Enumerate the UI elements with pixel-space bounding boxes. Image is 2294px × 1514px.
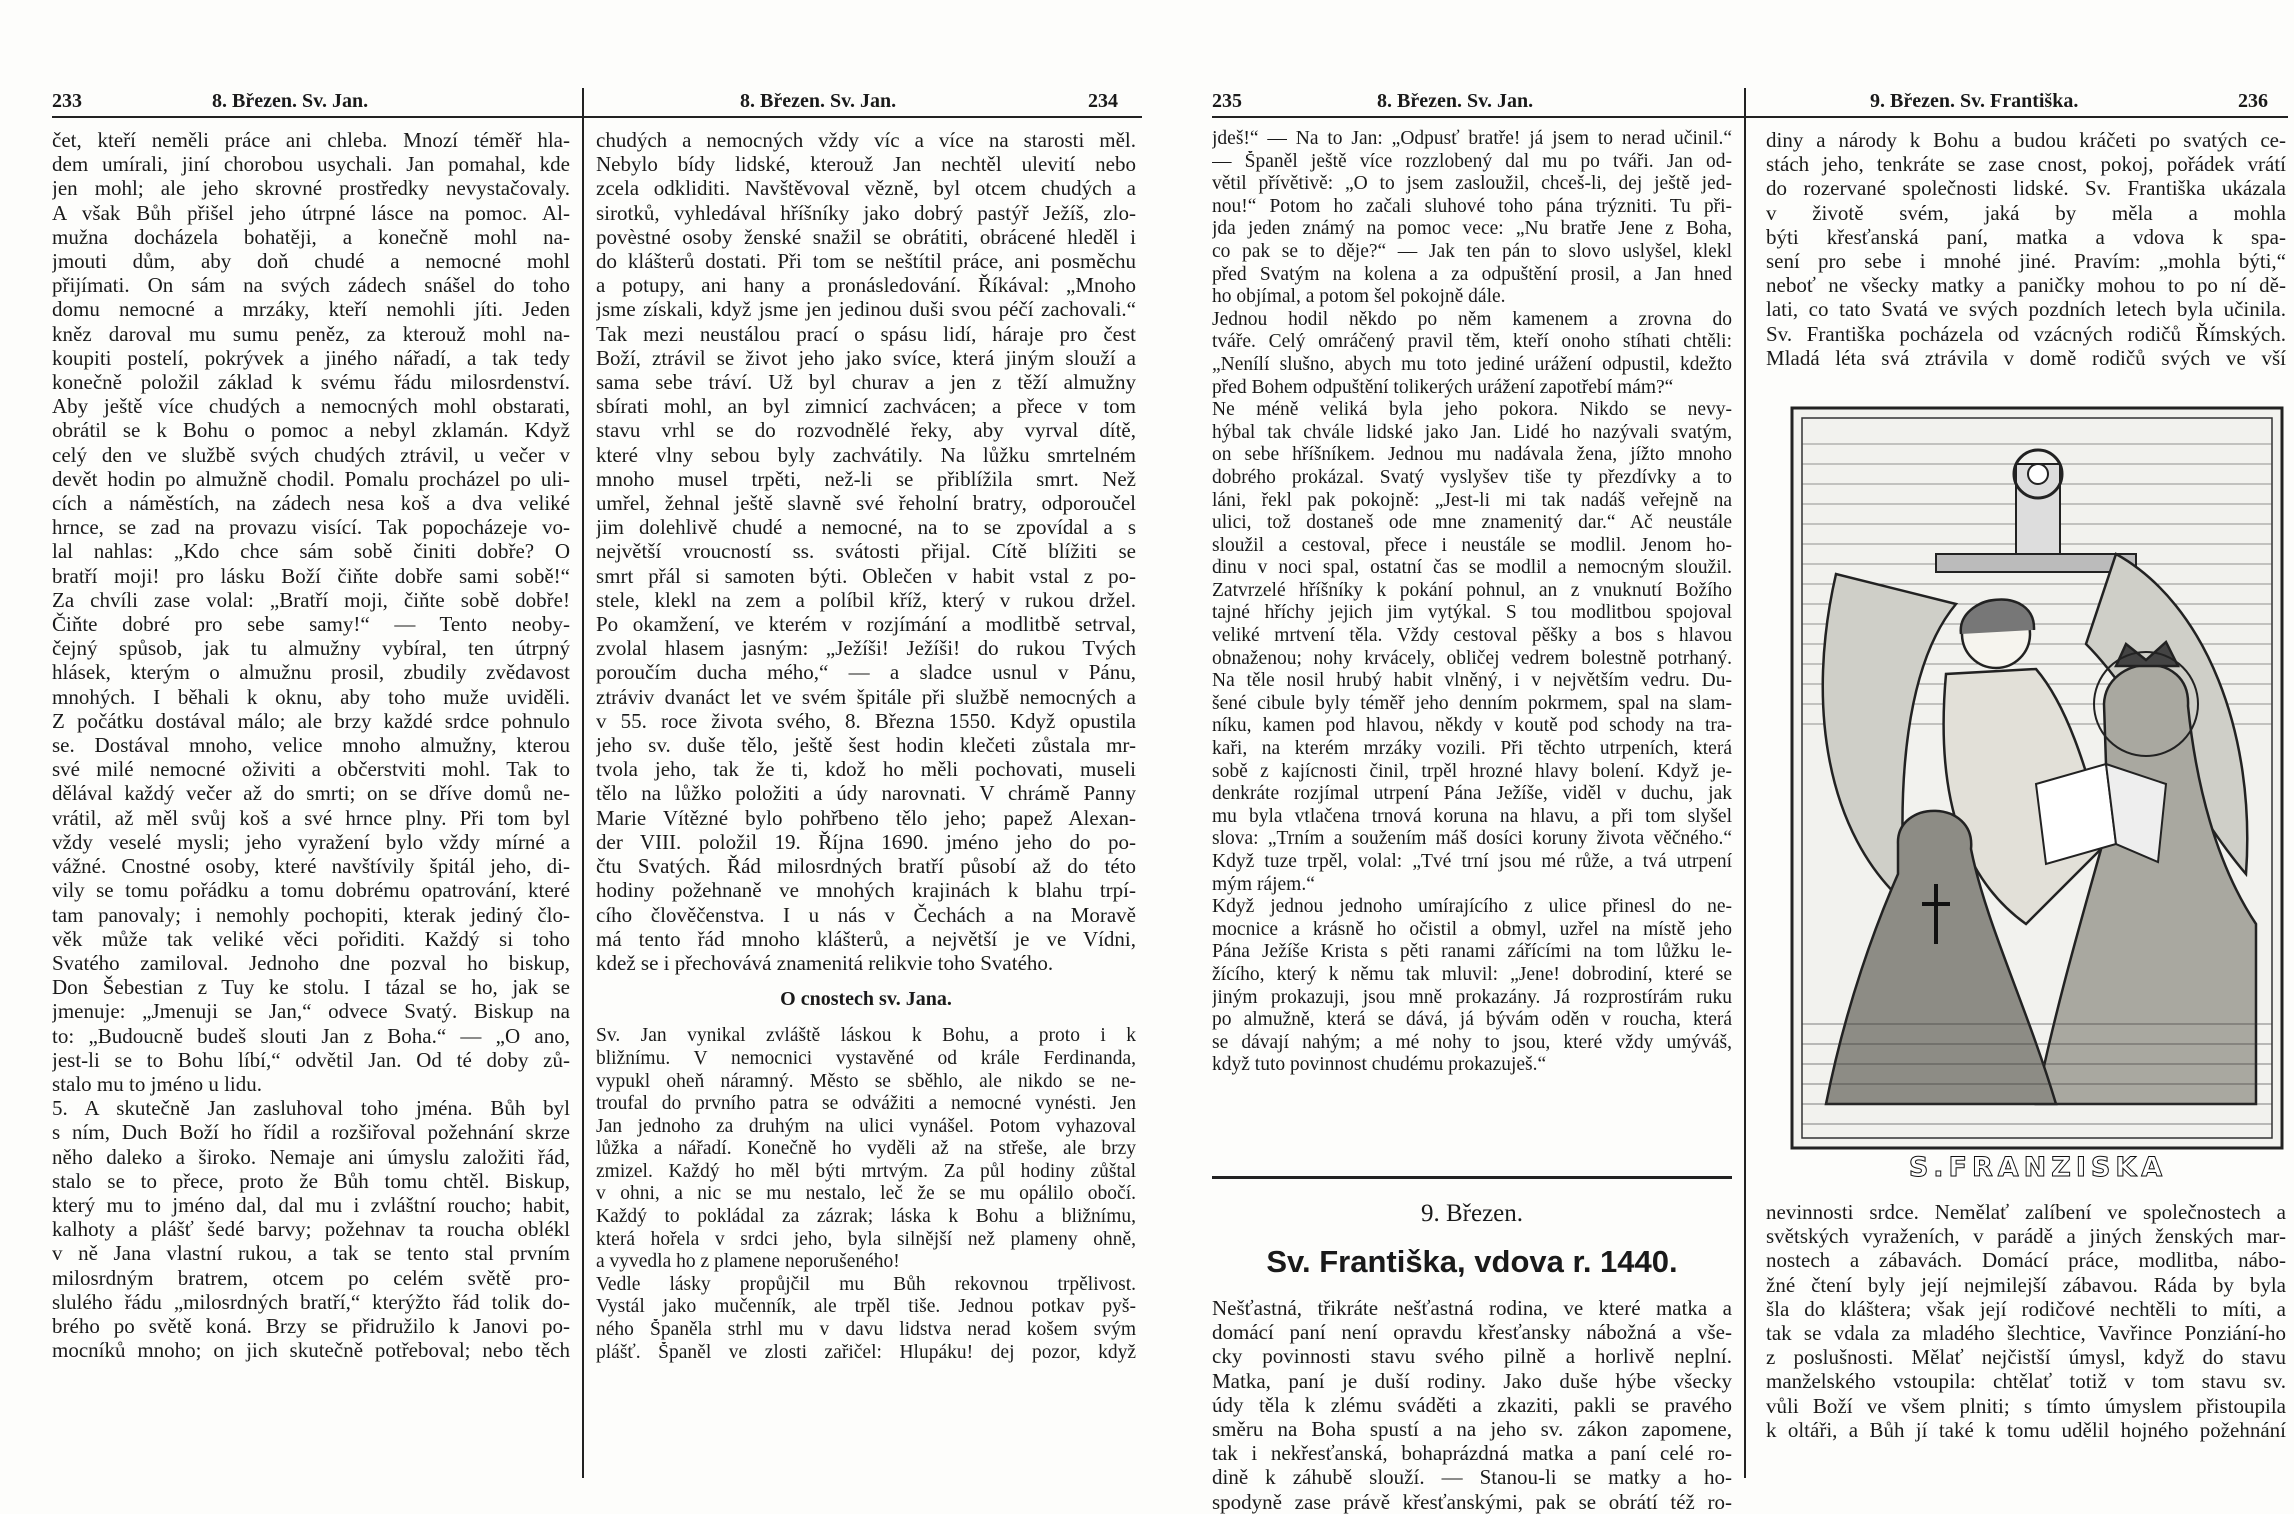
text-line: žné čtení byly její nejmilejší zábavou. Ráda by byla	[1766, 1272, 2286, 1297]
text-line: zvolal hlasem jasným: „Ježíši! Ježíši! do rukou Tvých	[596, 636, 1136, 661]
text-line: ulici, tož dostaneš ode mne znamenitý dar.“ Ač neustále	[1212, 512, 1732, 534]
column-divider	[582, 88, 584, 1478]
text-line: nevinnosti srdce. Nemělať zalíbení ve společnostech a	[1766, 1200, 2286, 1224]
column-236	[1766, 128, 2286, 370]
text-line: Jednou hodil někdo po něm kamenem a zrovna do	[1212, 308, 1732, 330]
text-line: Z počátku dostával málo; ale brzy každé srdce pohnulo	[52, 708, 570, 733]
text-line: Za chvíli zase volal: „Bratří moji, čiňte sobě dobře!	[52, 587, 570, 612]
text-line: cích a náměstích, na zádech nesa koš a dva veliké	[52, 491, 570, 516]
section-rule	[1212, 1176, 1732, 1179]
text-line: sirotků, vyhledával hříšníky jako dobrý pastýř Ježíš, zlo-	[596, 200, 1136, 225]
text-line: tváře. Celý omráčený pravil těm, kteří onoho stíhati chtěli:	[1212, 331, 1732, 353]
text-line: hrnce, se zad na provazu visící. Tak popocházeje vo-	[52, 515, 570, 540]
page-number: 233	[52, 90, 82, 112]
text-line: Vystál jako mučenník, ale trpěl tiše. Jednou potkav pyš-	[596, 1296, 1136, 1318]
text-line: jeho sv. duše tělo, ještě šest hodin klečeti zůstala mr-	[596, 733, 1136, 758]
text-line: dem umírali, jiní chorobou usychali. Jan pomahal, kde	[52, 152, 570, 177]
text-line: ného Španěla strhl mu v davu lidstva nerad košem svým	[596, 1319, 1136, 1341]
text-line: Svatého zamiloval. Jednoho dne pozval ho biskup,	[52, 950, 570, 975]
text-line: ztráviv dvanáct let ve svém špitále při službě nemocných a	[596, 684, 1136, 709]
text-line: přijímati. On sám na svých zádech snášel do toho	[52, 273, 570, 298]
text-line: ho objímal, a potom šel pokojně dále.	[1212, 286, 1506, 308]
running-title: 9. Březen. Sv. Františka.	[1870, 90, 2079, 112]
page-number: 235	[1212, 90, 1242, 112]
text-line: býti křesťanská paní, matka a vdova k spa-	[1766, 224, 2286, 249]
text-line: jda jeden známý na pomoc vece: „Nu bratře Jene z Boha,	[1212, 218, 1732, 240]
column-236-lower	[1766, 1200, 2286, 1442]
text-line: dobrého prokázal. Svatý vyslyšev tiše ty přezdívky a to	[1212, 466, 1732, 488]
text-line: své milé nemocné oživiti a občerstviti mohl. Tak to	[52, 757, 570, 782]
text-line: slova: „Trním a soužením máš dosíci koruny života věčného.“	[1212, 828, 1732, 850]
text-line: Nešťastná, třikráte nešťastná rodina, ve které matka a	[1212, 1296, 1732, 1320]
column-235	[1212, 128, 1732, 1077]
text-line: sení pro sebe i mnohé jiné. Pravím: „mohla býti,“	[1766, 249, 2286, 274]
text-line: hýbal tak chvále lidské jako Jan. Lidé ho nazývali svatým,	[1212, 421, 1732, 443]
text-line: do rozervané společnosti lidské. Sv. Františka ukázala	[1766, 176, 2286, 201]
text-line: brého po světě koná. Brzy se přidružilo k Janovi po-	[52, 1313, 570, 1338]
text-line: před Svatým na kolena a za odpuštění prosil, a Jan hned	[1212, 263, 1732, 285]
text-line: lal nahlas: „Kdo chce sám sobě činiti dobře? O	[52, 539, 570, 564]
text-line: plášť. Španěl ve zlosti zařičel: Hlupáku! dej pozor, když	[596, 1341, 1136, 1363]
engraving-caption-banner	[1842, 1148, 2234, 1186]
text-line: Sv. Františka pocházela od vzácných rodičů Římských.	[1766, 321, 2286, 346]
text-line: před Bohem odpuštění tolikerých urážení zapotřebí mám?“	[1212, 376, 1674, 398]
subsection-heading: O cnostech sv. Jana.	[780, 988, 952, 1011]
column-234	[596, 128, 1136, 1364]
text-line: a potupy, ani hany a pronásledování. Říkával: „Mnoho	[596, 273, 1136, 298]
header-rule	[52, 116, 1142, 118]
text-line: láni, řekl pak pokojně: „Jest-li mi tak nadáš veřejně na	[1212, 489, 1732, 511]
text-line: mnohých. I běhali k oknu, aby toho muže uviděli.	[52, 684, 570, 709]
text-line: Marie Vítězné bylo pohřbeno tělo jeho; papež Alexan-	[596, 805, 1136, 830]
text-line: jest-li se to Bohu líbí,“ odvětil Jan. Od té doby zů-	[52, 1047, 570, 1072]
text-line: slulého řádu „milosrdných bratří,“ kterýžto řád tolik do-	[52, 1289, 570, 1314]
text-line: devět hodin po almužně chodil. Pomalu procházel po uli-	[52, 466, 570, 491]
text-line: umřel, žehnal ještě slavně své řeholní bratry, odporoučel	[596, 491, 1136, 516]
text-line: největší vroucností ss. svátosti přijal. Cítě blížiti se	[596, 539, 1136, 564]
text-line: mocníků mnoho; on jich skutečně potřeboval; nebo těch	[52, 1338, 570, 1363]
column-233	[52, 128, 570, 1362]
text-line: lůžka a nářadí. Konečně ho vyděli až na střeše, ale brzy	[596, 1138, 1136, 1160]
text-line: níku, kamen pod hlavou, někdy v koutě pod schody na tra-	[1212, 715, 1732, 737]
text-line: kalhoty a plášť šedé barvy; požehnav ta roucha oblékl	[52, 1217, 570, 1242]
header-rule	[1212, 116, 2288, 118]
text-line: jmouti dům, aby doň chudé a nemocné mohl	[52, 249, 570, 274]
text-line: vážné. Cnostné osoby, které navštívily špitál jeho, di-	[52, 854, 570, 879]
text-line: do klášterů dostati. Při tom se neštítil práce, ani posměchu	[596, 249, 1136, 274]
text-line: čet, kteří neměli práce ani chleba. Mnozí téměř hla-	[52, 128, 570, 152]
text-line: nou!“ Potom ho začali sluhové toho pána trýzniti. Tu při-	[1212, 195, 1732, 217]
text-line: Mladá léta svá ztrávila v domě rodičů svých ve vší	[1766, 345, 2286, 370]
text-line: v 55. roce života svého, 8. Března 1550. Když opustila	[596, 708, 1136, 733]
text-line: hlásek, kterým o almužnu prosil, zbudily zvědavost	[52, 660, 570, 685]
text-line: šené cibule byly téměř jeho denním pokrmem, spal na slam-	[1212, 692, 1732, 714]
section-title: Sv. Františka, vdova r. 1440.	[1266, 1244, 1678, 1279]
running-title: 8. Březen. Sv. Jan.	[740, 90, 897, 112]
text-line: tělo na lůžko položiti a údy narovnati. V chrámě Panny	[596, 781, 1136, 806]
text-line: nostech a zábavách. Domácí práce, modlitba, nábo-	[1766, 1248, 2286, 1273]
text-line: zmizel. Každý ho měl býti mrtvým. Za půl hodiny zůštal	[596, 1160, 1136, 1182]
text-line: chudých a nemocných vždy víc a více na starosti měl.	[596, 128, 1136, 152]
text-line: věk může tak veliké věci pořiditi. Každý si toho	[52, 926, 570, 951]
text-line: veliké mrtvení těla. Vždy cestoval pěšky a bos s hlavou	[1212, 625, 1732, 647]
text-line: vypukl oheň náramný. Město se sběhlo, ale nikdo se ne-	[596, 1070, 1136, 1092]
text-line: stalo mu to jméno u lidu.	[52, 1071, 262, 1096]
text-line: sbírati mohl, an byl zimnicí zachvácen; a přece v tom	[596, 394, 1136, 419]
text-line: 5. A skutečně Jan zasluhoval toho jména. Bůh byl	[52, 1096, 570, 1121]
text-line: Když jednou jednoho umírajícího z ulice přinesl do ne-	[1212, 896, 1732, 918]
text-line: jmenuje: „Jmenuji se Jan,“ odvece Svatý. Biskup na	[52, 999, 570, 1024]
text-line: Aby ještě více chudých a nemocných mohl obstarati,	[52, 394, 570, 419]
text-line: mu byla vtlačena trnová koruna na hlavu, a při tom slyšel	[1212, 805, 1732, 827]
text-line: smrt přál si samoten býti. Oblečen v habit vstal z po-	[596, 563, 1136, 588]
text-line: když tuto povinnost chudému prokazuješ.“	[1212, 1054, 1547, 1076]
text-line: Zatvrzelé hříšníky k pokání pohnul, an z vnuknutí Božího	[1212, 579, 1732, 601]
column-divider	[1744, 88, 1746, 1478]
text-line: které vlny sebou byly zachvátily. Na lůžku smrtelném	[596, 442, 1136, 467]
text-line: diny a národy k Bohu a budou kráčeti po svatých ce-	[1766, 128, 2286, 152]
text-line: poroučím ducha mého,“ — a sladce usnul v Pánu,	[596, 660, 1136, 685]
text-line: bližnímu. V nemocnici vystavěné od krále Ferdinanda,	[596, 1047, 1136, 1069]
text-line: spodyně zase právě křesťanskými, pak se obrátí též ro-	[1212, 1489, 1732, 1514]
text-line: tvola jeho, tak že ti, kdož ho měli pochovati, museli	[596, 757, 1136, 782]
text-line: se. Dostával mnoho, velice mnoho almužny, kterou	[52, 733, 570, 758]
text-line: kaři, na kterém mrzáky vozili. Při těchto utrpeních, která	[1212, 738, 1732, 760]
text-line: Čiňte dobré pro sebe samy!“ — Tento neoby-	[52, 612, 570, 637]
text-line: Když tuze trpěl, volal: „Tvé trní jsou mé růže, a tvá utrpení	[1212, 851, 1732, 872]
text-line: on sebe hříšníkem. Jednou mu nadávala žena, jížto mnoho	[1212, 444, 1732, 466]
text-line: A však Bůh přišel jeho útrpné lásce na pomoc. Al-	[52, 200, 570, 225]
text-line: jsme získali, když jsme jen jedinou duši svou péčí zachovali.“	[596, 297, 1136, 322]
text-line: se dávají nahým; a mé nohy to jsou, které vždy umýváš,	[1212, 1031, 1732, 1053]
text-line: stele, klekl na zem a políbil kříž, který v rukou držel.	[596, 587, 1136, 612]
text-line: sobě z kajícnosti činil, trpěl hrozné hlavy bolení. Když je-	[1212, 760, 1732, 782]
column-235-lower	[1212, 1296, 1732, 1514]
text-line: vrátil, až měl svůj koš a své hrnce plny. Při tom byl	[52, 805, 570, 830]
text-line: — Španěl ještě více rozzlobený dal mu po tváři. Jan od-	[1212, 150, 1732, 172]
text-line: jim dolehlivě chudé a nemocné, na to se zpovídal a s	[596, 515, 1136, 540]
text-line: mužna docházela bohatěji, a konečně mohl na-	[52, 224, 570, 249]
text-line: z poslušnosti. Mělať nejčistší úmysl, když do stavu	[1766, 1345, 2286, 1370]
text-line: vždy veselé mysli; jeho vyražení bylo vždy mírné a	[52, 829, 570, 854]
text-line: sloužil a cestoval, přece i neustále se modlil. Jenom ho-	[1212, 534, 1732, 556]
text-line: hodiny požehnaně ve mnohých krajinách k blahu trpí-	[596, 878, 1136, 903]
text-line: Na těle nosil hrubý habit vlněný, i v největším vedru. Du-	[1212, 670, 1732, 692]
text-line: směru na Boha spustí a na jeho sv. zákon zapomene,	[1212, 1417, 1732, 1442]
text-line: co pak se to děje?“ — Jak ten pán to slovo uslyšel, klekl	[1212, 240, 1732, 262]
text-line: kněz daroval mu sumu peněz, za kterouž mohl na-	[52, 321, 570, 346]
running-title: 8. Březen. Sv. Jan.	[212, 90, 369, 112]
text-line: neboť ne všecky matky a paničky mohou to po ní dě-	[1766, 273, 2286, 298]
text-line: která hořela v srdci jeho, byla silnější než plameny ohně,	[596, 1228, 1136, 1250]
text-line: sama sebe tráví. Už byl churav a jen z těží almužny	[596, 370, 1136, 395]
text-line: „Nenílí slušno, abych mu toto jediné urážení odpustil, kdežto	[1212, 353, 1732, 375]
text-line: povèstné osoby ženské snažil se obrátiti, obrácené hleděl i	[596, 224, 1136, 249]
text-line: troufal do prvního patra se odvážiti a nemocné vynésti. Jen	[596, 1093, 1136, 1115]
text-line: vily se tomu pořádku a tomu dobrému opatrování, které	[52, 878, 570, 903]
text-line: Boží, ztrávil se život jeho jako svíce, která jiným slouží a	[596, 345, 1136, 370]
text-line: stalo se to přece, proto že Bůh tomu chtěl. Biskup,	[52, 1168, 570, 1193]
text-line: Ne méně veliká byla jeho pokora. Nikdo se nevy-	[1212, 399, 1732, 421]
text-line: v ně Jana vlastní rukou, a tak se tento stal prvním	[52, 1241, 570, 1266]
text-line: Nebylo bídy lidské, kterouž Jan nechtěl ulevití nebo	[596, 152, 1136, 177]
open-book-icon	[2036, 764, 2166, 864]
text-line: manželského vstoupila: chtělať totiž v tom stavu sv.	[1766, 1369, 2286, 1394]
text-line: s ním, Duch Boží ho řídil a rozšiřoval požehnání skrze	[52, 1120, 570, 1145]
text-line: denkráte rozjímal utrpení Pána Ježíše, viděl v duchu, jak	[1212, 783, 1732, 805]
text-line: Vedle lásky propůjčil mu Bůh rekovnou trpělivost.	[596, 1273, 1136, 1295]
text-line: čejný spůsob, jak tu almužny vybíral, ten útrpný	[52, 636, 570, 661]
text-line: obnaženou; nohy krvácely, obličej vedrem bolestně potrhaný.	[1212, 647, 1732, 669]
text-line: světských vyraženích, v parádě a jiných ženských mar-	[1766, 1224, 2286, 1249]
text-line: mým rájem.“	[1212, 873, 1315, 895]
text-line: v životě svém, jaká by měla a mohla	[1766, 200, 2286, 225]
text-line: bratří moji! pro lásku Boží čiňte dobře sami sobě!“	[52, 563, 570, 588]
text-line: tak i nekřesťanská, bohaprázdná matka a paní celé ro-	[1212, 1441, 1732, 1466]
engraving-st-frances	[1786, 404, 2288, 1189]
text-line: žícího, který k němu tak mluvil: „Jene! dobrodiní, které se	[1212, 963, 1732, 985]
text-line: v ohni, a nic se mu nestalo, leč že se mu opálilo obočí.	[596, 1183, 1136, 1205]
text-line: a vyvedla ho z plamene neporušeného!	[596, 1251, 900, 1273]
text-line: celý den ve službě svých chudých ztrávil, u večer v	[52, 442, 570, 467]
text-line: Matka, paní je duší rodiny. Jako duše hýbe všecky	[1212, 1368, 1732, 1393]
text-line: který mu to jméno dal, dal mu i zvláštní roucho; habit,	[52, 1192, 570, 1217]
text-line: něho daleko a široko. Nemaje ani úmyslu založiti řád,	[52, 1144, 570, 1169]
text-line: dinu v noci spal, ostatní čas se modlil a nemocným sloužil.	[1212, 557, 1732, 579]
page-header-235	[1212, 90, 1732, 113]
text-line: zcela odkliditi. Navštěvoval vězně, byl otcem chudých a	[596, 176, 1136, 201]
text-line: Po okamžení, ve kterém v rozjímání a modlitbě setrval,	[596, 612, 1136, 637]
text-line: Každý to pokládal za zázrak; láska k Bohu a bližnímu,	[596, 1206, 1136, 1228]
text-line: čtu Svatých. Řád milosrdných bratří působí až do této	[596, 854, 1136, 879]
text-line: šla do kláštera; však její rodičové nechtěli to míti, a	[1766, 1296, 2286, 1321]
text-line: obrátil se k Bohu o pomoc a nebyl zklamán. Když	[52, 418, 570, 443]
text-line: jen mohl; ale jeho skrovné prostředky nevystačovaly.	[52, 176, 570, 201]
text-line: dělával každý večer až do smrti; on se dříve domů ne-	[52, 781, 570, 806]
text-line: Don Šebestian z Tuy ke stolu. I tázal se ho, jak se	[52, 975, 570, 1000]
text-line: Pána Ježíše Krista s pěti ranami zářícími na tom lůžku le-	[1212, 941, 1732, 963]
text-line: Jan jednoho za druhým na ulici vynášel. Potom vyhazoval	[596, 1115, 1136, 1137]
text-line: vůli Boží ve všem plniti; s tímto úmyslem přistoupila	[1766, 1393, 2286, 1418]
page-number: 236	[2238, 90, 2268, 112]
text-line: domácí paní není opravdu křesťansky nábožná a vše-	[1212, 1320, 1732, 1345]
running-title: 8. Březen. Sv. Jan.	[1377, 90, 1534, 112]
text-line: lati, co tato Svatá ve svých pozdních letech byla učinila.	[1766, 297, 2286, 322]
text-line: po almužně, která se dává, já bývám oděn v roucha, která	[1212, 1009, 1732, 1031]
section-date: 9. Březen.	[1420, 1200, 1524, 1227]
text-line: mnoho musel trpěti, než-li se přiblížila smrt. Než	[596, 466, 1136, 491]
text-line: stách jeho, tenkráte se zase cnost, pokoj, pořádek vrátí	[1766, 152, 2286, 177]
text-line: konečně položil základ k svému řádu milosrdenství.	[52, 370, 570, 395]
text-line: cího člověčenstva. I u nás v Čechách a na Moravě	[596, 902, 1136, 927]
text-line: milosrdným bratrem, otcem po celém světě pro-	[52, 1265, 570, 1290]
text-line: jiným prokazuji, jsou mně prokazány. Já rozprostírám ruku	[1212, 986, 1732, 1008]
text-line: cky povinnosti stavu svého pilně a horlivě neplní.	[1212, 1344, 1732, 1369]
text-line: mocnice a krásně ho očistil a obmyl, uzřel na místě jeho	[1212, 918, 1732, 940]
text-line: k oltáři, a Bůh jí také k tomu udělil hojného požehnání	[1766, 1417, 2286, 1442]
page-number: 234	[1088, 90, 1118, 112]
text-line: tam panovaly; i nemohly pochopiti, kterak jediný člo-	[52, 902, 570, 927]
text-line: Tak mezi neustálou prací o spásu lidí, háraje pro čest	[596, 321, 1136, 346]
text-line: tajné hříchy jejich jim vytýkal. S tou modlitbou spojoval	[1212, 602, 1732, 624]
text-line: koupiti postelí, pokrývek a jiného nářadí, a tak tedy	[52, 345, 570, 370]
text-line: větil přívětivě: „O to jsem zasloužil, chceš-li, dej ještě jed-	[1212, 173, 1732, 195]
text-line: stavu vrhl se do rozvodnělé řeky, aby vyrval dítě,	[596, 418, 1136, 443]
text-line: domu nemocné a mrzáky, kteří nemohli jíti. Jeden	[52, 297, 570, 322]
engraving-caption: S.FRANZISKA	[1908, 1151, 2168, 1183]
text-line: Sv. Jan vynikal zvláště láskou k Bohu, a proto i k	[596, 1025, 1136, 1047]
page-header-233	[52, 90, 572, 113]
text-line: má tento řád mnoho klášterů, a největší je ve Vídni,	[596, 926, 1136, 951]
text-line: der VIII. položil 19. Října 1690. jméno jeho do po-	[596, 829, 1136, 854]
text-line: kdež se i přechovává znamenitá relikvie toho Svatého.	[596, 950, 1054, 975]
text-line: dině k záhubě slouží. — Stanou-li se matky a ho-	[1212, 1465, 1732, 1490]
text-line: tak se vdala za mladého šlechtice, Vavřince Ponziání-ho	[1766, 1321, 2286, 1346]
text-line: údy těla k zlému sváděti a zkaziti, pakli se pravého	[1212, 1392, 1732, 1417]
text-line: jdeš!“ — Na to Jan: „Odpusť bratře! já jsem to nerad učinil.“	[1212, 128, 1732, 149]
text-line: to: „Budoucně budeš slouti Jan z Boha.“ — „O ano,	[52, 1023, 570, 1048]
